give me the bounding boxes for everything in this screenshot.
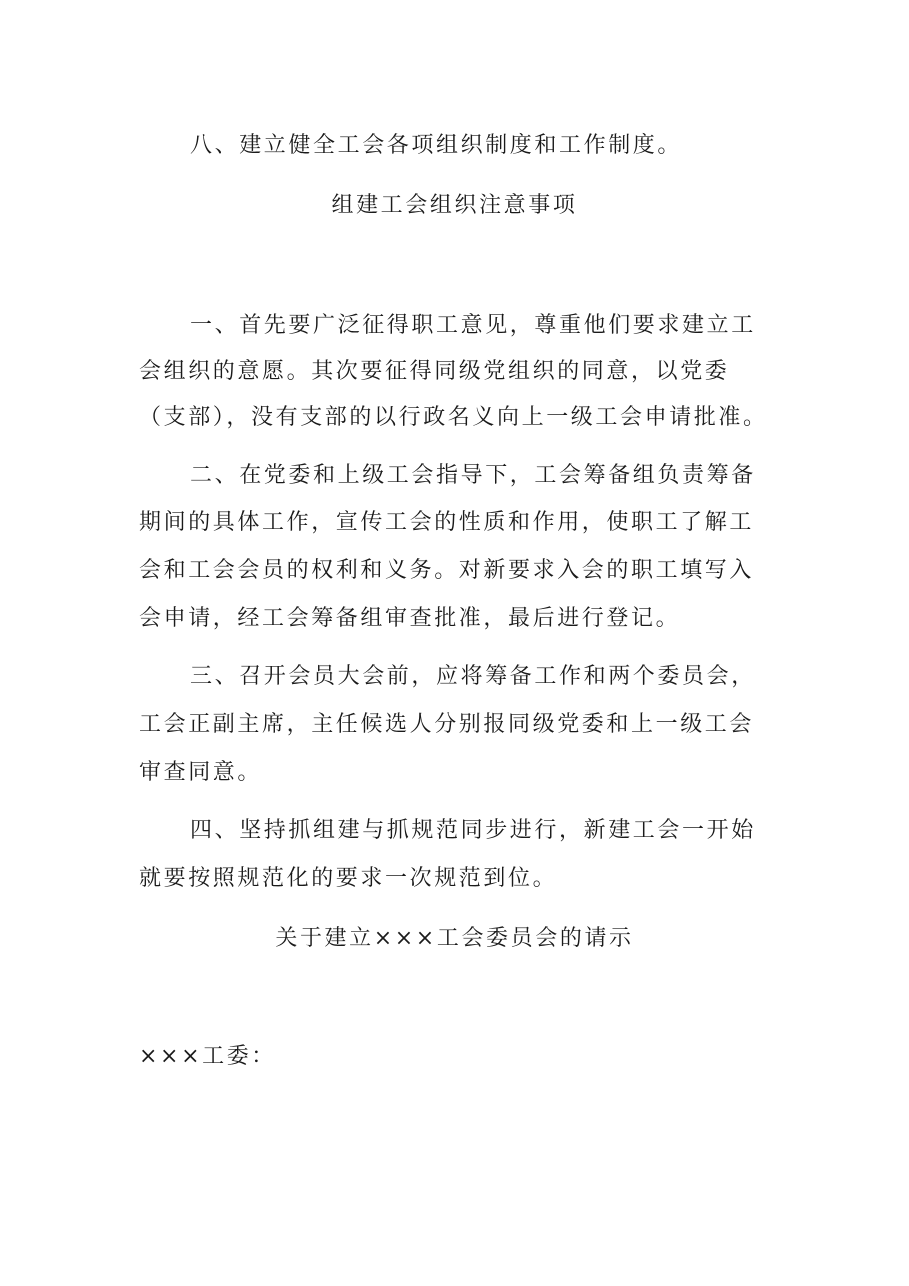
request-title: 关于建立×××工会委员会的请示 <box>275 926 634 951</box>
paragraph-line: 一、首先要广泛征得职工意见，尊重他们要求建立工 <box>190 313 756 338</box>
paragraph-line: 工会正副主席，主任候选人分别报同级党委和上一级工会 <box>139 712 755 737</box>
paragraph-line: 三、召开会员大会前，应将筹备工作和两个委员会， <box>190 664 756 689</box>
paragraph-line: 审查同意。 <box>139 760 263 785</box>
paragraph-line: 就要按照规范化的要求一次规范到位。 <box>139 866 558 891</box>
notice-title: 组建工会组织注意事项 <box>331 193 578 218</box>
paragraph-line: 会和工会会员的权利和义务。对新要求入会的职工填写入 <box>139 558 755 583</box>
paragraph-line: 会申请，经工会筹备组审查批准，最后进行登记。 <box>139 606 681 631</box>
paragraph-line: （支部），没有支部的以行政名义向上一级工会申请批准。 <box>139 405 768 430</box>
paragraph-line: 期间的具体工作，宣传工会的性质和作用，使职工了解工 <box>139 510 755 535</box>
paragraph-line: 四、坚持抓组建与抓规范同步进行，新建工会一开始 <box>190 818 756 843</box>
intro-item-eight: 八、建立健全工会各项组织制度和工作制度。 <box>190 133 683 158</box>
paragraph-line: 二、在党委和上级工会指导下，工会筹备组负责筹备 <box>190 463 756 488</box>
salutation: ×××工委： <box>139 1044 276 1069</box>
paragraph-line: 会组织的意愿。其次要征得同级党组织的同意，以党委 <box>139 359 730 384</box>
